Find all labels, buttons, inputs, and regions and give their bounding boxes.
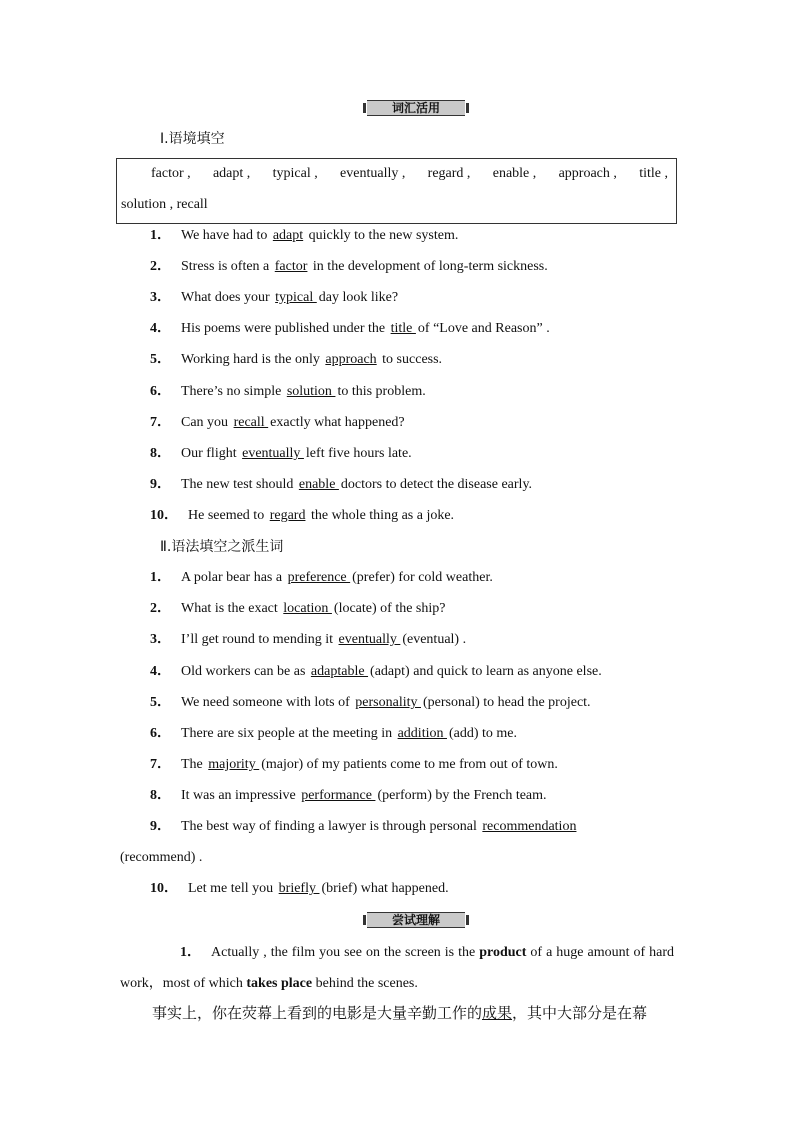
word-bank-word: solution , recall: [121, 197, 208, 212]
item-text: (add) to me.: [448, 726, 518, 741]
item-text: We need someone with lots of: [181, 695, 354, 710]
answer-blank: briefly: [278, 881, 320, 896]
part1-item: [150, 476, 676, 494]
item-text: the whole thing as a joke.: [307, 508, 455, 523]
item-text: quickly to the new system.: [305, 228, 459, 243]
part2-item: [150, 600, 676, 618]
section-banner-reading: 尝试理解: [367, 912, 465, 928]
answer-blank: title: [390, 321, 416, 336]
item-number: 4．: [150, 321, 171, 336]
word-bank-word: regard ,: [427, 166, 471, 181]
item-text: to this problem.: [337, 384, 426, 399]
part1-item: [150, 414, 676, 432]
item-number: 7．: [150, 757, 171, 772]
item-text: to success.: [378, 352, 443, 367]
part1-item: [150, 383, 676, 401]
word-bank-word: title ,: [639, 166, 668, 181]
part2-item: [150, 725, 676, 743]
section-title-derivatives: Ⅱ.语法填空之派生词: [160, 539, 284, 555]
part2-item: [150, 663, 676, 681]
item-text: A polar bear has a: [181, 570, 286, 585]
item-text: Stress is often a: [181, 259, 273, 274]
word-bank-word: adapt ,: [212, 166, 251, 181]
item-text: doctors to detect the disease early.: [340, 477, 533, 492]
word-bank-row-2: [121, 196, 668, 214]
answer-blank: personality: [355, 695, 421, 710]
answer-blank: typical: [275, 290, 317, 305]
item-number: 1．: [150, 570, 171, 585]
section-title-context-fill: Ⅰ.语境填空: [160, 131, 225, 147]
item-text: (locate) of the ship?: [333, 601, 446, 616]
item-number: 2．: [150, 601, 171, 616]
translation-text: ，其中大部分是在幕: [512, 1004, 648, 1022]
part2-item: [150, 756, 676, 774]
item-number: 10．: [150, 508, 178, 523]
item-text: I’ll get round to mending it: [181, 632, 337, 647]
item-text: What is the exact: [181, 601, 282, 616]
item-text: Old workers can be as: [181, 664, 309, 679]
item-text: The best way of finding a lawyer is through personal: [181, 819, 481, 834]
item-number: 5．: [150, 352, 171, 367]
item-text: (prefer) for cold weather.: [352, 570, 493, 585]
answer-blank: addition: [397, 726, 447, 741]
item-number: 6．: [150, 384, 171, 399]
translation-text: 事实上，你在荧幕上看到的电影是大量辛勤工作的: [152, 1004, 483, 1022]
word-bank-word: eventually ,: [340, 166, 406, 181]
item-number: 10．: [150, 881, 178, 896]
answer-blank: preference: [287, 570, 351, 585]
part2-item: [150, 787, 676, 805]
answer-blank: adapt: [272, 228, 304, 243]
section-banner-vocab: 词汇活用: [367, 100, 465, 116]
item-text: day look like?: [318, 290, 399, 305]
part1-item: [150, 258, 676, 276]
word-bank-word: typical ,: [272, 166, 318, 181]
part1-item: [150, 289, 676, 307]
item-text: (personal) to head the project.: [423, 695, 591, 710]
item-text: left five hours late.: [305, 446, 412, 461]
item-text: It was an impressive: [181, 788, 300, 803]
part2-item: [150, 694, 676, 712]
answer-blank: solution: [286, 384, 336, 399]
part1-item: [150, 227, 676, 245]
item-number: 1．: [180, 945, 201, 960]
reading-translation: [152, 1003, 647, 1023]
answer-blank: regard: [269, 508, 306, 523]
item-number: 7．: [150, 415, 171, 430]
translation-highlight: 成果: [482, 1004, 513, 1022]
item-text: The: [181, 757, 207, 772]
answer-blank: location: [283, 601, 332, 616]
item-number: 6．: [150, 726, 171, 741]
word-bank-word: factor ,: [151, 166, 191, 181]
sentence-text: Actually , the film you see on the screen is the: [211, 945, 480, 960]
answer-blank: performance: [301, 788, 376, 803]
item-text: What does your: [181, 290, 274, 305]
item-text: (adapt) and quick to learn as anyone else.: [370, 664, 602, 679]
item-text: There are six people at the meeting in: [181, 726, 396, 741]
item-number: 1．: [150, 228, 171, 243]
word-bank-word: approach ,: [558, 166, 617, 181]
answer-blank: factor: [274, 259, 308, 274]
item-text: There’s no simple: [181, 384, 285, 399]
item-text: Let me tell you: [188, 881, 277, 896]
answer-blank: recommendation: [482, 819, 577, 834]
item-number: 8．: [150, 788, 171, 803]
word-bank-row-1: [151, 165, 668, 183]
part1-item: [150, 320, 676, 338]
item-number: 9．: [150, 477, 171, 492]
item-number: 9．: [150, 819, 171, 834]
reading-sentence-1: [120, 937, 674, 999]
part1-item: [150, 351, 676, 369]
item-text: (major) of my patients come to me from out of town.: [261, 757, 558, 772]
answer-blank: recall: [233, 415, 269, 430]
item-text: He seemed to: [188, 508, 268, 523]
answer-blank: eventually: [338, 632, 401, 647]
answer-blank: eventually: [242, 446, 304, 461]
sentence-text: behind the scenes.: [312, 976, 418, 991]
item-number: 4．: [150, 664, 171, 679]
item-number: 3．: [150, 632, 171, 647]
item-text: The new test should: [181, 477, 297, 492]
sentence-text: of a huge amount of hard work，most of which: [120, 945, 674, 991]
item-text: of “Love and Reason” .: [417, 321, 550, 336]
part1-item: [150, 445, 676, 463]
item-text: (brief) what happened.: [321, 881, 449, 896]
item-text: We have had to: [181, 228, 271, 243]
derivative-item-9-line2: (recommend) .: [120, 850, 203, 865]
answer-blank: majority: [208, 757, 260, 772]
item-text: Our flight: [181, 446, 241, 461]
item-text: Working hard is the only: [181, 352, 324, 367]
answer-blank: approach: [325, 352, 377, 367]
derivative-item-10: [150, 880, 676, 898]
item-text: Can you: [181, 415, 232, 430]
answer-blank: enable: [298, 477, 339, 492]
part2-item: [150, 569, 676, 587]
answer-blank: adaptable: [310, 664, 369, 679]
item-text: (perform) by the French team.: [377, 788, 547, 803]
item-number: 8．: [150, 446, 171, 461]
item-number: 5．: [150, 695, 171, 710]
part1-item: [150, 507, 676, 525]
key-phrase: product: [479, 945, 527, 960]
derivative-item-9: [150, 811, 674, 842]
word-bank-box: [116, 158, 677, 224]
item-number: 2．: [150, 259, 171, 274]
part2-item: [150, 631, 676, 649]
item-text: (eventual) .: [402, 632, 467, 647]
item-text: exactly what happened?: [270, 415, 405, 430]
item-text: His poems were published under the: [181, 321, 389, 336]
key-phrase: takes place: [246, 976, 313, 991]
item-number: 3．: [150, 290, 171, 305]
item-text: in the development of long-term sickness.: [309, 259, 548, 274]
word-bank-word: enable ,: [492, 166, 537, 181]
